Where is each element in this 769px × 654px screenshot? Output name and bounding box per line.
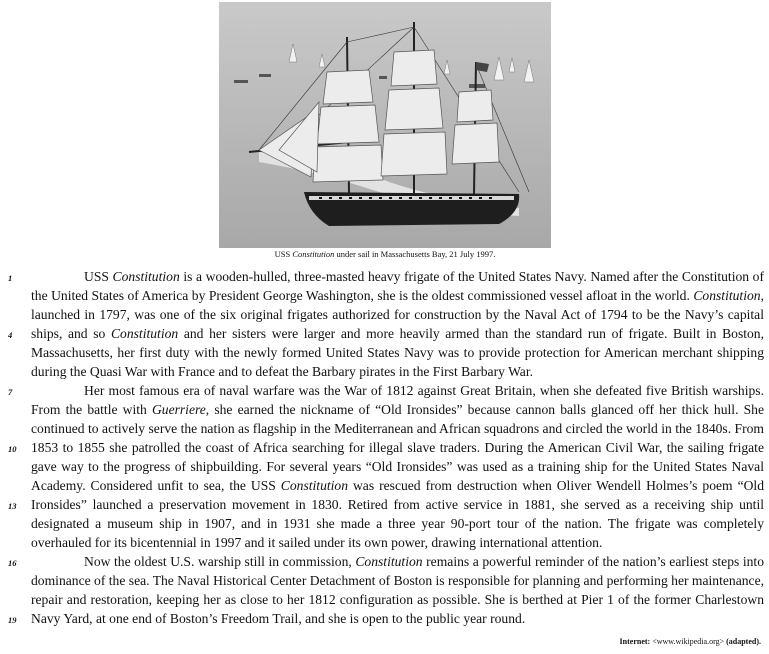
- caption-prefix: USS: [274, 249, 293, 259]
- caption-ship-name: Constitution: [292, 249, 335, 259]
- source-note: (adapted).: [726, 637, 761, 646]
- ship-photo: [219, 2, 551, 248]
- text-segment: and her sisters were larger and more heavily armed than the standard run of frigate. Built in Boston, Massachusetts, her first duty with the newly formed United States Navy was to provide protection for American merchant shipping during the Quasi War with France and to defeat the Barbary pirates in the First Barbary War.: [31, 326, 764, 379]
- text-segment: Constitution: [355, 554, 423, 569]
- text-segment: Guerriere,: [151, 402, 210, 417]
- line-number: 1: [8, 273, 13, 283]
- line-number: 10: [8, 444, 17, 454]
- text-segment: Now the oldest U.S. warship still in commission,: [84, 554, 356, 569]
- caption-suffix: under sail in Massachusetts Bay, 21 July 1997.: [334, 249, 496, 259]
- text-segment: is a wooden-hulled, three-masted heavy frigate of the United States Navy. Named after the Constitution of the United States of America by President George Washington, she is the oldest commissioned vessel afloat in the world.: [31, 269, 764, 303]
- text-segment: USS: [84, 269, 113, 284]
- source-url: <www.wikipedia.org>: [650, 637, 727, 646]
- source-citation: [620, 637, 761, 646]
- text-segment: she earned the nickname of “Old Ironsides” because cannon balls glanced off her thick hull. She continued to actively serve the nation as flagship in the Mediterranean and African squadrons and circled the world in the 1840s. From 1853 to 1855 she patrolled the coast of Africa searching for illegal slave traders. During the American Civil War, the sailing frigate gave way to the progress of shipbuilding. For several years “Old Ironsides” was used as a training ship for the United States Naval Academy. Considered unfit to sea, the USS: [31, 402, 764, 493]
- source-label: Internet:: [619, 637, 651, 646]
- text-segment: remains a powerful reminder of the nation’s earliest steps into dominance of the sea. The Naval Historical Center Detachment of Boston is responsible for planning and performing her maintenance, repair and restoration, keeping her as close to her 1812 configuration as possible. She is berthed at Pier 1 of the former Charlestown Navy Yard, at one end of Boston’s Freedom Trail, and she is open to the public year round.: [31, 554, 765, 626]
- text-segment: , launched in 1797, was one of the six original frigates authorized for construction by the Naval Act of 1794 to be the Navy’s capital ships, and so: [31, 288, 764, 341]
- text-segment: was rescued from destruction when Oliver Wendell Holmes’s poem “Old Ironsides” launched a preservation movement in 1830. Retired from active service in 1881, she served as a receiving ship until designated a museum ship in 1907, and in 1931 she made a three year 90-port tour of the nation. The frigate was completely overhauled for its bicentennial in 1997 and it sailed under its own power, drawing international attention.: [31, 478, 764, 550]
- photo-caption: [150, 249, 620, 260]
- line-number: 19: [8, 615, 17, 625]
- text-segment: Her most famous era of naval warfare was the War of 1812 against Great Britain, when she defeated five British warships. From the battle with: [31, 383, 764, 417]
- text-segment: Constitution: [280, 478, 349, 493]
- paragraph-2: [31, 381, 764, 552]
- line-number: 16: [8, 558, 17, 568]
- line-number: 13: [8, 501, 17, 511]
- paragraph-1: [31, 267, 764, 381]
- text-segment: Constitution: [693, 288, 761, 303]
- line-number: 4: [8, 330, 13, 340]
- text-segment: Constitution: [110, 326, 179, 341]
- text-segment: Constitution: [112, 269, 180, 284]
- paragraph-3: [31, 552, 764, 628]
- line-number: 7: [8, 387, 13, 397]
- article-body: [31, 267, 764, 628]
